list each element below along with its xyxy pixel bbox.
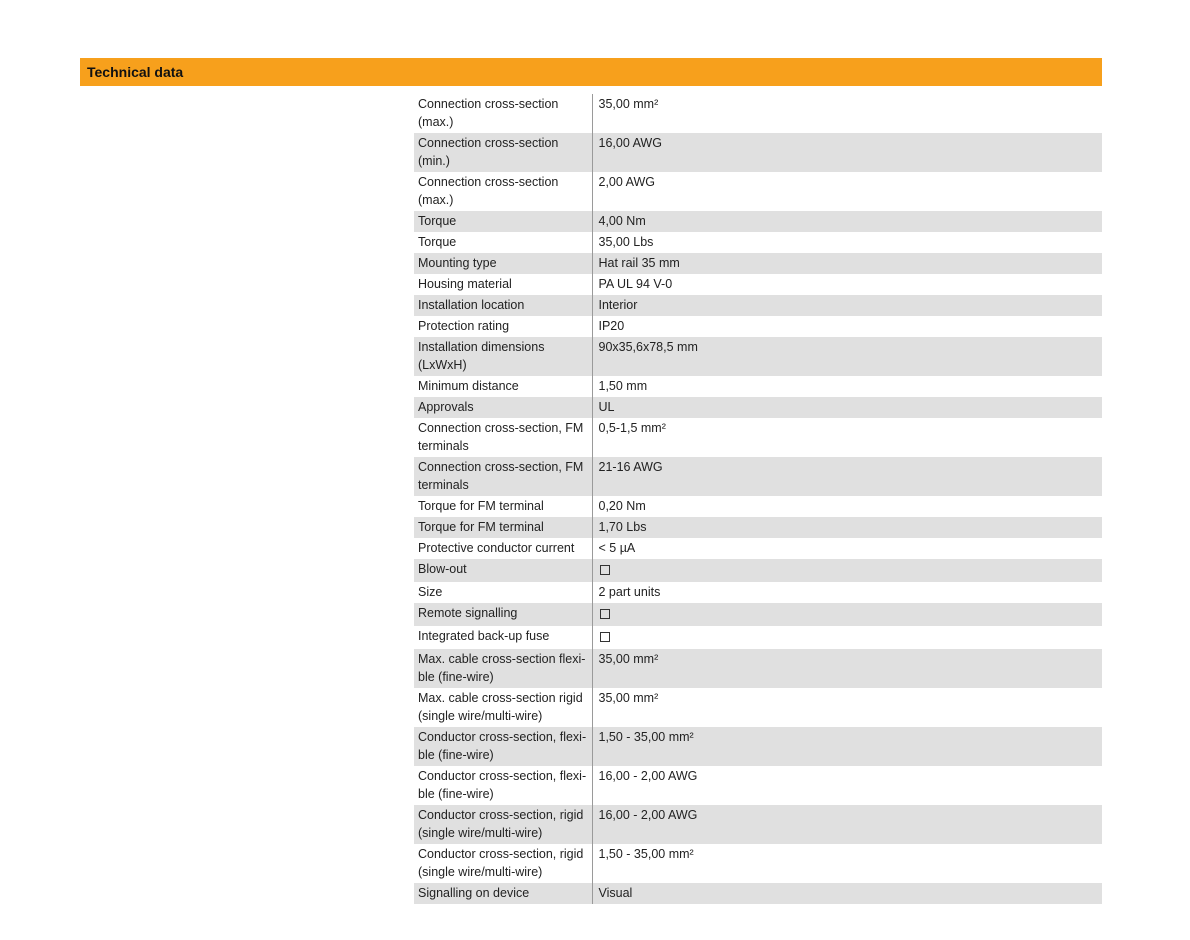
spec-value: 2,00 AWG — [592, 172, 1102, 211]
spec-value: UL — [592, 397, 1102, 418]
table-row — [414, 844, 1102, 883]
table-row — [414, 766, 1102, 805]
spec-value: 90x35,6x78,5 mm — [592, 337, 1102, 376]
spec-value: 35,00 mm² — [592, 688, 1102, 727]
table-row — [414, 337, 1102, 376]
spec-value: 21-16 AWG — [592, 457, 1102, 496]
spec-label: Torque — [414, 211, 592, 232]
spec-value-checkbox — [592, 559, 1102, 582]
spec-label: Signalling on device — [414, 883, 592, 904]
table-row — [414, 253, 1102, 274]
table-row — [414, 538, 1102, 559]
table-row — [414, 274, 1102, 295]
spec-label: Installation location — [414, 295, 592, 316]
table-row — [414, 94, 1102, 133]
spec-value: 0,20 Nm — [592, 496, 1102, 517]
spec-label: Torque for FM terminal — [414, 517, 592, 538]
technical-data-body — [414, 94, 1102, 904]
spec-value-checkbox — [592, 626, 1102, 649]
spec-label: Size — [418, 585, 443, 599]
spec-label: Torque for FM terminal — [418, 499, 544, 513]
table-row — [414, 133, 1102, 172]
table-row — [414, 603, 1102, 626]
spec-value: IP20 — [592, 316, 1102, 337]
table-row — [414, 582, 1102, 603]
spec-value: 16,00 - 2,00 AWG — [592, 805, 1102, 844]
spec-label: Remote signalling — [414, 603, 592, 626]
table-row — [414, 418, 1102, 457]
spec-label: Max. cable cross-section rigid (single wire/multi-wire) — [418, 691, 583, 723]
spec-label: Torque — [418, 235, 457, 249]
spec-label: Protection rating — [418, 319, 510, 333]
table-row — [414, 376, 1102, 397]
spec-value: Hat rail 35 mm — [592, 253, 1102, 274]
table-row — [414, 517, 1102, 538]
spec-label: Max. cable cross-section flexi-ble (fine-wire) — [414, 649, 592, 688]
spec-label: Connection cross-section (max.) — [418, 97, 559, 129]
spec-label: Integrated back-up fuse — [418, 629, 550, 643]
table-row — [414, 295, 1102, 316]
spec-label: Blow-out — [414, 559, 592, 582]
unchecked-box-icon — [600, 632, 610, 642]
table-row — [414, 883, 1102, 904]
spec-label: Connection cross-section, FM terminals — [414, 457, 592, 496]
spec-label: Connection cross-section (min.) — [414, 133, 592, 172]
spec-value: 4,00 Nm — [592, 211, 1102, 232]
technical-data-table — [414, 94, 1102, 904]
spec-value: 1,50 - 35,00 mm² — [592, 844, 1102, 883]
section-header — [80, 58, 1102, 86]
spec-label: Protective conductor current — [418, 541, 575, 555]
table-row — [414, 397, 1102, 418]
table-row — [414, 649, 1102, 688]
table-row — [414, 626, 1102, 649]
spec-label: Connection cross-section, FM terminals — [418, 421, 584, 453]
spec-value: 1,50 - 35,00 mm² — [592, 727, 1102, 766]
spec-value: 2 part units — [592, 582, 1102, 603]
spec-label: Installation dimensions (LxWxH) — [414, 337, 592, 376]
spec-label: Conductor cross-section, rigid (single wire/multi-wire) — [418, 847, 584, 879]
spec-value-checkbox — [592, 603, 1102, 626]
spec-label: Conductor cross-section, flexi-ble (fine-wire) — [418, 769, 587, 801]
spec-value: 35,00 Lbs — [592, 232, 1102, 253]
table-row — [414, 211, 1102, 232]
spec-value: 16,00 - 2,00 AWG — [592, 766, 1102, 805]
unchecked-box-icon — [600, 609, 610, 619]
table-row — [414, 559, 1102, 582]
spec-value: 1,50 mm — [592, 376, 1102, 397]
spec-value: Visual — [592, 883, 1102, 904]
spec-value: 35,00 mm² — [592, 94, 1102, 133]
table-row — [414, 496, 1102, 517]
spec-value: 1,70 Lbs — [592, 517, 1102, 538]
table-row — [414, 316, 1102, 337]
spec-value: PA UL 94 V-0 — [592, 274, 1102, 295]
spec-value: < 5 µA — [592, 538, 1102, 559]
spec-value: 16,00 AWG — [592, 133, 1102, 172]
spec-label: Mounting type — [414, 253, 592, 274]
table-row — [414, 172, 1102, 211]
section-title: Technical data — [87, 64, 184, 80]
spec-value: 0,5-1,5 mm² — [592, 418, 1102, 457]
table-row — [414, 805, 1102, 844]
spec-label: Conductor cross-section, rigid (single wire/multi-wire) — [414, 805, 592, 844]
table-row — [414, 457, 1102, 496]
spec-label: Conductor cross-section, flexi-ble (fine-wire) — [414, 727, 592, 766]
spec-value: 35,00 mm² — [592, 649, 1102, 688]
table-row — [414, 232, 1102, 253]
spec-label: Housing material — [418, 277, 512, 291]
table-row — [414, 688, 1102, 727]
unchecked-box-icon — [600, 565, 610, 575]
spec-label: Minimum distance — [418, 379, 519, 393]
spec-value: Interior — [592, 295, 1102, 316]
spec-label: Approvals — [414, 397, 592, 418]
table-row — [414, 727, 1102, 766]
spec-label: Connection cross-section (max.) — [418, 175, 559, 207]
